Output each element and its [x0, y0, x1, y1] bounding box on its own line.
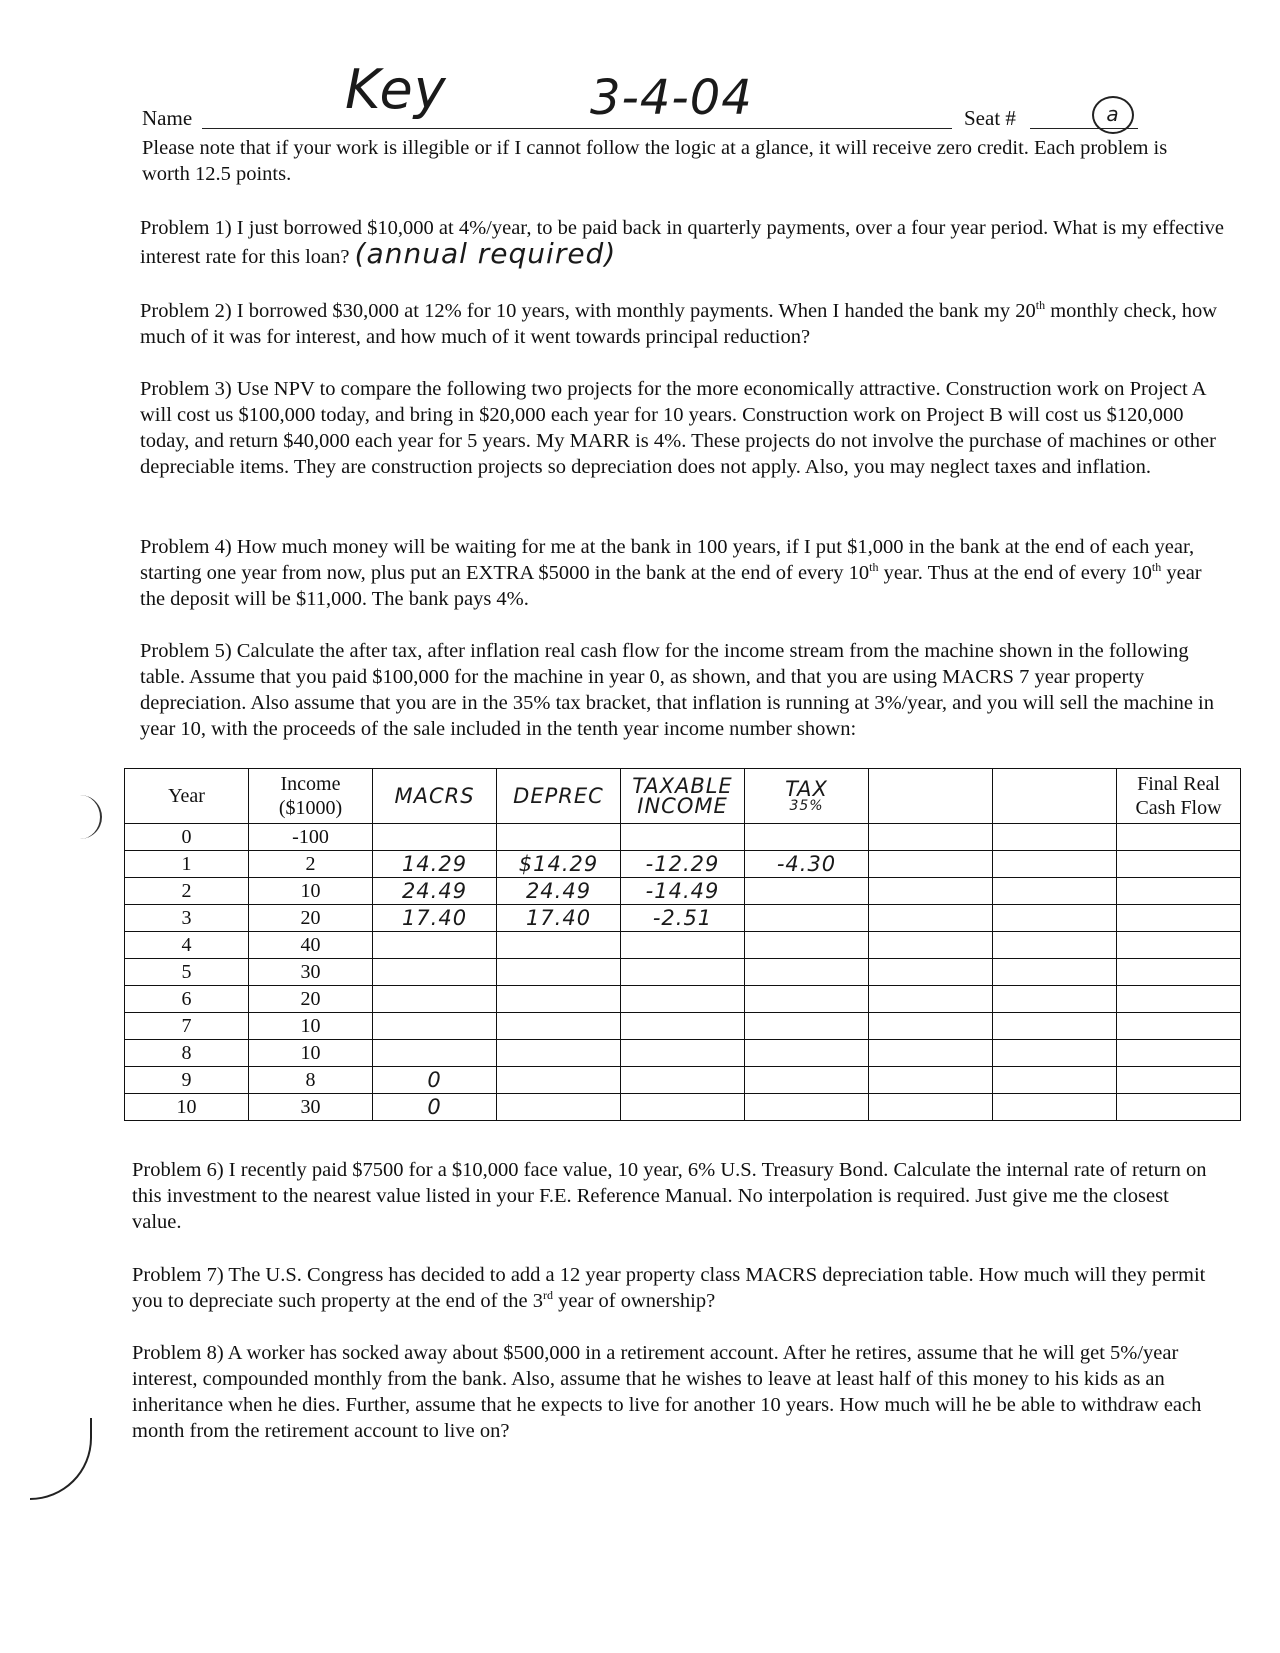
cell-blank2 [993, 824, 1117, 851]
cell-taxable [621, 986, 745, 1013]
cell-tax: -4.30 [745, 851, 869, 878]
cell-blank2 [993, 1040, 1117, 1067]
cell-deprec [497, 1067, 621, 1094]
problem-2-text-a: Problem 2) I borrowed $30,000 at 12% for 10 years, with monthly payments. When I handed the bank my 20 [140, 300, 1036, 322]
cell-year: 4 [125, 932, 249, 959]
table-row [125, 878, 1241, 905]
problem-4-sup-1: th [869, 560, 879, 575]
cell-macrs: 0 [373, 1094, 497, 1121]
cell-blank1 [869, 905, 993, 932]
cell-final [1117, 959, 1241, 986]
cell-macrs [373, 1040, 497, 1067]
problem-1-annotation: ( annual required ) [355, 241, 617, 267]
cell-year: 7 [125, 1013, 249, 1040]
table-body [125, 824, 1241, 1121]
table-header-row [125, 769, 1241, 824]
header-deprec: DEPREC [497, 769, 621, 824]
cell-deprec [497, 824, 621, 851]
cell-taxable: -2.51 [621, 905, 745, 932]
header-tax-label: TAX [785, 777, 828, 801]
header-blank-1 [869, 769, 993, 824]
cell-tax [745, 905, 869, 932]
cell-macrs: 24.49 [373, 878, 497, 905]
cell-year: 5 [125, 959, 249, 986]
problem-5: Problem 5) Calculate the after tax, after inflation real cash flow for the income stream from the machine shown in the following table. Assume that you paid $100,000 for the machine in year 0, as shown, and that you are using MACRS 7 year property depreciation. Also assume that you are in the 35% tax bracket, that inflation is running at 3%/year, and you will sell the machine in year 10, with the proceeds of the sale included in the tenth year income number shown: [140, 640, 1214, 740]
cell-blank1 [869, 1013, 993, 1040]
cell-blank1 [869, 932, 993, 959]
cell-taxable [621, 1013, 745, 1040]
table-row [125, 824, 1241, 851]
cell-taxable [621, 959, 745, 986]
header-tax [745, 769, 869, 824]
cell-income: 30 [249, 1094, 373, 1121]
header-year: Year [125, 769, 249, 824]
header-final-real-cash-flow: Final Real Cash Flow [1117, 769, 1241, 824]
cell-deprec [497, 932, 621, 959]
cell-income: 40 [249, 932, 373, 959]
cell-final [1117, 878, 1241, 905]
cell-final [1117, 851, 1241, 878]
cell-year: 0 [125, 824, 249, 851]
cell-final [1117, 932, 1241, 959]
problem-4-text-b: year. Thus at the end of every 10 [878, 562, 1152, 584]
problem-7 [132, 1262, 1222, 1314]
cell-macrs: 17.40 [373, 905, 497, 932]
table-row [125, 851, 1241, 878]
cell-tax [745, 986, 869, 1013]
cell-taxable: -14.49 [621, 878, 745, 905]
problem-2-text-b: monthly check, how much of it was for interest, and how much of it went towards principal reduction? [140, 300, 1218, 348]
header-blank-2 [993, 769, 1117, 824]
header-income [249, 769, 373, 824]
cell-year: 6 [125, 986, 249, 1013]
table-row [125, 1067, 1241, 1094]
name-label: Name [142, 106, 193, 130]
cell-income: 10 [249, 1013, 373, 1040]
cell-final [1117, 1094, 1241, 1121]
cell-deprec [497, 1013, 621, 1040]
cell-year: 1 [125, 851, 249, 878]
cell-taxable [621, 932, 745, 959]
cell-macrs: 0 [373, 1067, 497, 1094]
cash-flow-table-wrap [124, 768, 1240, 1121]
problem-7-sup: rd [543, 1288, 553, 1303]
cell-tax [745, 878, 869, 905]
cell-year: 3 [125, 905, 249, 932]
cell-blank2 [993, 1013, 1117, 1040]
cell-income: 10 [249, 1040, 373, 1067]
problem-2 [140, 298, 1230, 350]
cell-tax [745, 1040, 869, 1067]
problem-7-text-b: year of ownership? [553, 1290, 716, 1312]
cell-macrs [373, 986, 497, 1013]
cell-final [1117, 824, 1241, 851]
name-line [202, 128, 952, 129]
problem-8: Problem 8) A worker has socked away about $500,000 in a retirement account. After he retires, assume that he will get 5%/year interest, compounded monthly from the bank. Also, assume that he wishes to leave at least half of this money to his kids as an inheritance when he dies. Further, assume that he expects to live for another 10 years. How much will he be able to withdraw each month from the retirement account to live on? [132, 1342, 1202, 1442]
problem-7-text-a: Problem 7) The U.S. Congress has decided to add a 12 year property class MACRS depreciation table. How much will they permit you to depreciate such property at the end of the 3 [132, 1264, 1206, 1312]
header-taxable-income: TAXABLE INCOME [621, 769, 745, 824]
cell-blank1 [869, 878, 993, 905]
table-row [125, 1013, 1241, 1040]
cell-income: 8 [249, 1067, 373, 1094]
cell-final [1117, 1040, 1241, 1067]
cell-deprec: $14.29 [497, 851, 621, 878]
cell-year: 9 [125, 1067, 249, 1094]
table-row [125, 986, 1241, 1013]
cell-blank2 [993, 932, 1117, 959]
cell-macrs [373, 959, 497, 986]
cell-blank2 [993, 986, 1117, 1013]
margin-bracket-mark [70, 795, 102, 839]
table-row [125, 905, 1241, 932]
cell-blank2 [993, 851, 1117, 878]
cell-income: 10 [249, 878, 373, 905]
problem-3: Problem 3) Use NPV to compare the following two projects for the more economically attractive. Construction work on Project A will cost us $100,000 today, and bring in $20,000 each year for 10 years. Construction work on Project B will cost us $120,000 today, and return $40,000 each year for 5 years. My MARR is 4%. These projects do not involve the purchase of machines or other depreciable items. They are construction projects so depreciation does not apply. Also, you may neglect taxes and inflation. [140, 378, 1216, 478]
cell-year: 10 [125, 1094, 249, 1121]
cell-income: 20 [249, 986, 373, 1013]
problem-1 [140, 215, 1230, 270]
cell-macrs [373, 932, 497, 959]
cell-tax [745, 959, 869, 986]
problem-1-text: Problem 1) I just borrowed $10,000 at 4%/year, to be paid back in quarterly payments, over a four year period. What is my effective interest rate for this loan? [140, 217, 1225, 268]
cell-taxable [621, 1040, 745, 1067]
cell-macrs: 14.29 [373, 851, 497, 878]
seat-handwritten: a [1092, 96, 1134, 134]
cell-taxable [621, 1067, 745, 1094]
date-handwritten: 3-4-04 [590, 70, 753, 126]
binder-hole-mark [30, 1418, 92, 1500]
cell-taxable [621, 1094, 745, 1121]
cell-tax [745, 1067, 869, 1094]
cell-blank1 [869, 959, 993, 986]
problem-4 [140, 534, 1230, 612]
cell-final [1117, 986, 1241, 1013]
cell-income: 2 [249, 851, 373, 878]
cell-tax [745, 824, 869, 851]
cell-blank1 [869, 851, 993, 878]
problem-4-sup-2: th [1151, 560, 1162, 575]
grading-note: Please note that if your work is illegible or if I cannot follow the logic at a glance, it will receive zero credit. Each problem is worth 12.5 points. [142, 137, 1168, 185]
cell-taxable [621, 824, 745, 851]
cell-blank2 [993, 905, 1117, 932]
cell-deprec [497, 1094, 621, 1121]
cell-year: 8 [125, 1040, 249, 1067]
cell-taxable: -12.29 [621, 851, 745, 878]
table-row [125, 959, 1241, 986]
header-income-unit: ($1000) [278, 797, 343, 819]
header-tax-rate: 35% [789, 798, 824, 814]
table-row [125, 1040, 1241, 1067]
cell-blank2 [993, 1067, 1117, 1094]
cell-deprec: 24.49 [497, 878, 621, 905]
cell-blank2 [993, 878, 1117, 905]
table-row [125, 1094, 1241, 1121]
cell-blank1 [869, 1040, 993, 1067]
problem-4-text-c: year the deposit will be $11,000. The bank pays 4%. [140, 562, 1202, 610]
cell-final [1117, 1013, 1241, 1040]
cash-flow-table [124, 768, 1241, 1121]
cell-final [1117, 905, 1241, 932]
cell-blank1 [869, 824, 993, 851]
cell-year: 2 [125, 878, 249, 905]
cell-tax [745, 1094, 869, 1121]
cell-income: 30 [249, 959, 373, 986]
cell-macrs [373, 1013, 497, 1040]
table-row [125, 932, 1241, 959]
cell-final [1117, 1067, 1241, 1094]
seat-label: Seat # [964, 106, 1016, 130]
cell-deprec [497, 986, 621, 1013]
cell-macrs [373, 824, 497, 851]
cell-blank1 [869, 986, 993, 1013]
problem-2-sup: th [1035, 298, 1046, 313]
cell-blank2 [993, 1094, 1117, 1121]
cell-income: -100 [249, 824, 373, 851]
cell-deprec: 17.40 [497, 905, 621, 932]
problem-4-text-a: Problem 4) How much money will be waiting for me at the bank in 100 years, if I put $1,000 in the bank at the end of each year, starting one year from now, plus put an EXTRA $5000 in the bank at the end of every 10 [140, 536, 1195, 584]
cell-income: 20 [249, 905, 373, 932]
cell-tax [745, 932, 869, 959]
cell-blank1 [869, 1067, 993, 1094]
name-handwritten: Key [345, 58, 447, 121]
header-macrs: MACRS [373, 769, 497, 824]
cell-blank1 [869, 1094, 993, 1121]
cell-deprec [497, 1040, 621, 1067]
header-income-label: Income [280, 773, 341, 795]
cell-deprec [497, 959, 621, 986]
problem-6: Problem 6) I recently paid $7500 for a $10,000 face value, 10 year, 6% U.S. Treasury Bond. Calculate the internal rate of return on this investment to the nearest value listed in your F.E. Reference Manual. No interpolation is required. Just give me the closest value. [132, 1159, 1207, 1233]
cell-blank2 [993, 959, 1117, 986]
cell-tax [745, 1013, 869, 1040]
